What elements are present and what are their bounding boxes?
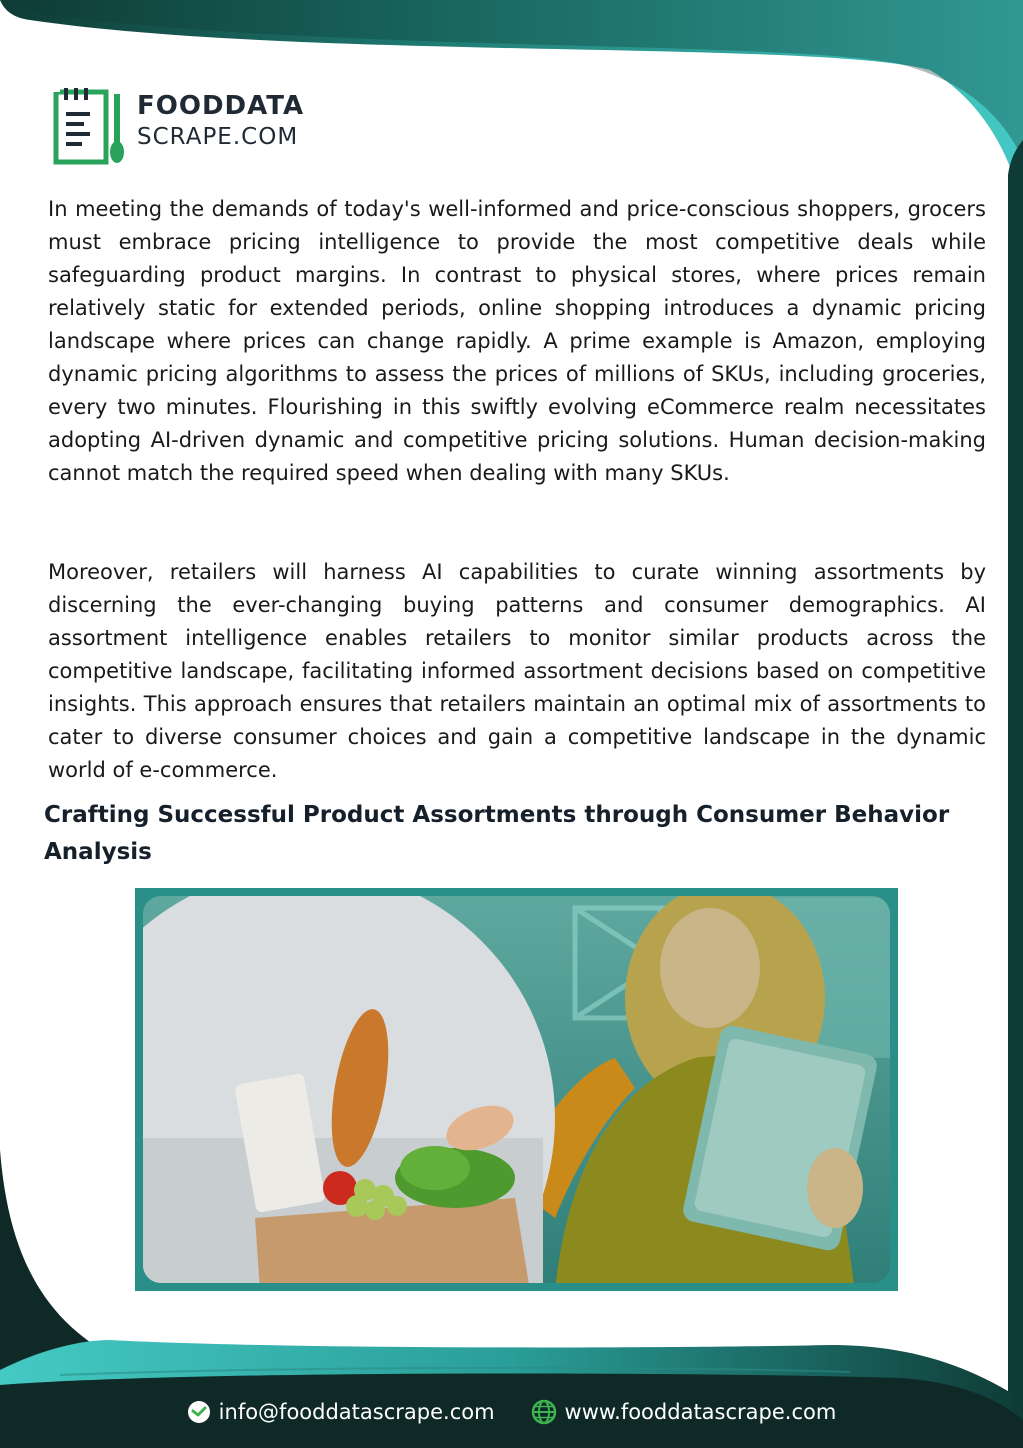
shopper-photo <box>135 888 898 1291</box>
email-icon <box>187 1400 211 1424</box>
globe-icon <box>531 1399 557 1425</box>
footer-website[interactable] <box>531 1399 837 1425</box>
document-spoon-icon <box>52 86 128 168</box>
brand-logo <box>52 86 342 168</box>
brand-name-line2: SCRAPE.COM <box>137 124 299 150</box>
body-paragraph-1: In meeting the demands of today's well-informed and price-conscious shoppers, grocers must embrace pricing intelligence to provide the most competitive deals while safeguarding product margins. In contrast to physical stores, where prices remain relatively static for extended periods, online shopping introduces a dynamic pricing landscape where prices can change rapidly. A prime example is Amazon, employing dynamic pricing algorithms to assess the prices of millions of SKUs, including groceries, every two minutes. Flourishing in this swiftly evolving eCommerce realm necessitates adopting AI-driven dynamic and competitive pricing solutions. Human decision-making cannot match the required speed when dealing with many SKUs. <box>48 197 986 485</box>
footer-email[interactable] <box>187 1400 495 1424</box>
footer-contact-bar <box>0 1392 1023 1432</box>
brand-name-line1: FOODDATA <box>137 91 305 121</box>
right-edge <box>1008 140 1023 1448</box>
website-link[interactable]: www.fooddatascrape.com <box>564 1400 837 1424</box>
body-paragraph-2: Moreover, retailers will harness AI capabilities to curate winning assortments by discerning the ever-changing buying patterns and consumer demographics. AI assortment intelligence enables retailers to monitor similar products across the competitive landscape, facilitating informed assortment decisions based on competitive insights. This approach ensures that retailers maintain an optimal mix of assortments to cater to diverse consumer choices and gain a competitive landscape in the dynamic world of e-commerce. <box>48 560 986 782</box>
section-heading: Crafting Successful Product Assortments through Consumer Behavior Analysis <box>44 802 950 865</box>
email-link[interactable]: info@fooddatascrape.com <box>218 1400 495 1424</box>
